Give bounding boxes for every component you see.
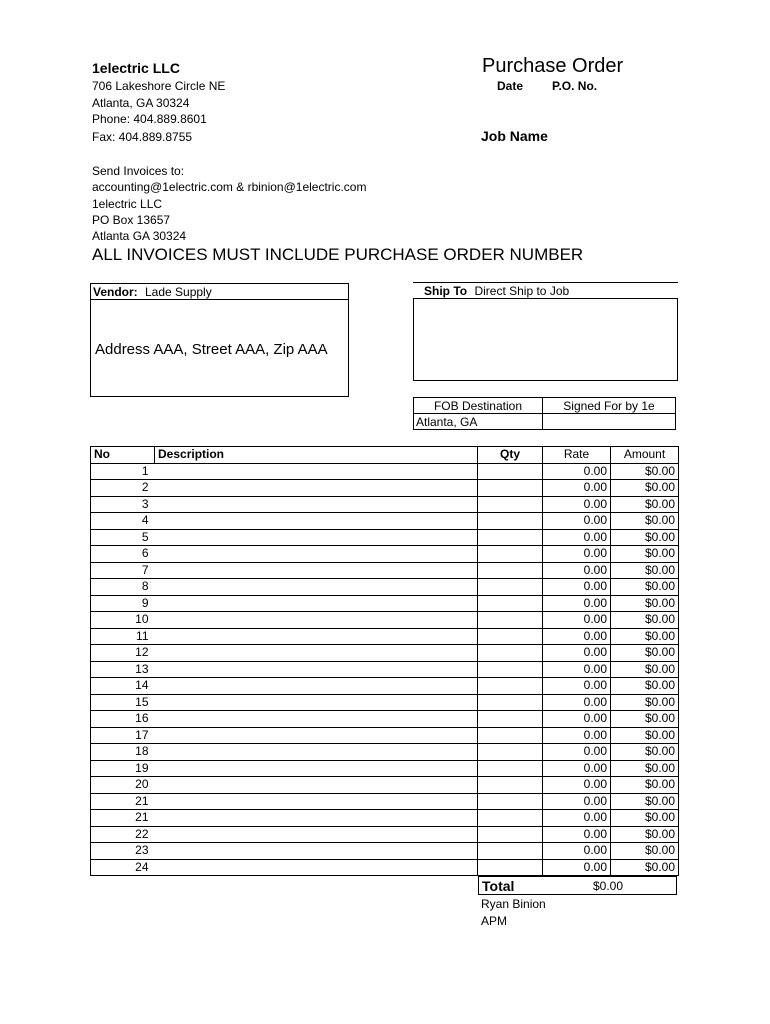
date-label: Date [497,79,524,93]
row-number: 18 [91,744,155,761]
row-qty [478,661,543,678]
row-rate: 0.00 [543,661,611,678]
invoices-emails: accounting@1electric.com & rbinion@1electric.com [92,180,367,194]
row-rate: 0.00 [543,694,611,711]
row-description [155,463,478,480]
row-rate: 0.00 [543,628,611,645]
row-description [155,694,478,711]
row-rate: 0.00 [543,760,611,777]
row-qty [478,480,543,497]
row-description [155,826,478,843]
invoices-name: 1electric LLC [92,197,163,211]
table-row [91,678,679,695]
invoices-city: Atlanta GA 30324 [92,229,187,243]
po-number-label: P.O. No. [552,79,598,93]
row-rate: 0.00 [543,513,611,530]
row-number: 2 [91,480,155,497]
signature-title: APM [481,914,508,928]
ship-to-top-line [413,282,678,283]
row-qty [478,628,543,645]
table-row [91,760,679,777]
row-rate: 0.00 [543,529,611,546]
row-qty [478,678,543,695]
row-number: 11 [91,628,155,645]
row-number: 9 [91,595,155,612]
invoices-po-box: PO Box 13657 [92,213,171,227]
table-row [91,546,679,563]
company-phone: Phone: 404.889.8601 [92,112,207,126]
table-row [91,711,679,728]
company-city: Atlanta, GA 30324 [92,96,190,110]
table-row [91,463,679,480]
signed-for-value-cell [542,413,676,430]
row-rate: 0.00 [543,810,611,827]
table-row [91,694,679,711]
row-number: 7 [91,562,155,579]
ship-to-value: Direct Ship to Job [474,284,570,298]
row-rate: 0.00 [543,843,611,860]
row-description [155,760,478,777]
row-amount: $0.00 [611,595,679,612]
table-row [91,513,679,530]
row-description [155,810,478,827]
row-number: 16 [91,711,155,728]
row-rate: 0.00 [543,859,611,876]
signed-for-label-cell [542,397,676,414]
vendor-name: Lade Supply [145,285,212,299]
row-amount: $0.00 [611,463,679,480]
row-rate: 0.00 [543,579,611,596]
row-qty [478,529,543,546]
row-amount: $0.00 [611,711,679,728]
row-amount: $0.00 [611,694,679,711]
fob-value-cell [413,413,543,430]
table-row [91,661,679,678]
table-row [91,645,679,662]
row-qty [478,727,543,744]
table-row [91,826,679,843]
row-qty [478,859,543,876]
row-description [155,711,478,728]
row-description [155,513,478,530]
row-description [155,562,478,579]
company-address: 706 Lakeshore Circle NE [92,79,226,93]
row-amount: $0.00 [611,678,679,695]
vendor-address-box [90,299,349,397]
invoices-label: Send Invoices to: [92,164,185,178]
column-header-qty: Qty [478,447,543,464]
row-qty [478,777,543,794]
row-rate: 0.00 [543,595,611,612]
row-number: 4 [91,513,155,530]
row-amount: $0.00 [611,661,679,678]
table-row [91,744,679,761]
row-qty [478,793,543,810]
row-qty [478,595,543,612]
row-amount: $0.00 [611,859,679,876]
row-number: 23 [91,843,155,860]
row-rate: 0.00 [543,793,611,810]
row-description [155,727,478,744]
row-amount: $0.00 [611,843,679,860]
row-amount: $0.00 [611,513,679,530]
row-rate: 0.00 [543,612,611,629]
row-number: 5 [91,529,155,546]
row-description [155,480,478,497]
row-rate: 0.00 [543,463,611,480]
vendor-address: Address AAA, Street AAA, Zip AAA [95,341,328,358]
row-number: 21 [91,793,155,810]
row-description [155,612,478,629]
row-rate: 0.00 [543,777,611,794]
ship-to-box [413,298,678,381]
row-qty [478,760,543,777]
row-qty [478,826,543,843]
row-amount: $0.00 [611,496,679,513]
row-qty [478,579,543,596]
row-number: 15 [91,694,155,711]
table-row [91,859,679,876]
table-row [91,628,679,645]
table-row [91,496,679,513]
row-description [155,843,478,860]
row-number: 22 [91,826,155,843]
row-amount: $0.00 [611,612,679,629]
row-qty [478,546,543,563]
row-qty [478,744,543,761]
fob-value: Atlanta, GA [416,414,478,429]
row-description [155,595,478,612]
line-items-table [90,446,679,876]
row-description [155,744,478,761]
total-label: Total [482,878,515,894]
row-description [155,529,478,546]
row-number: 19 [91,760,155,777]
row-rate: 0.00 [543,480,611,497]
row-number: 12 [91,645,155,662]
row-amount: $0.00 [611,826,679,843]
table-row [91,777,679,794]
row-amount: $0.00 [611,480,679,497]
table-row [91,843,679,860]
row-number: 17 [91,727,155,744]
row-number: 10 [91,612,155,629]
table-header-row [91,447,679,464]
row-rate: 0.00 [543,546,611,563]
row-qty [478,843,543,860]
row-number: 24 [91,859,155,876]
total-value: $0.00 [593,879,624,893]
row-number: 8 [91,579,155,596]
row-rate: 0.00 [543,727,611,744]
row-qty [478,496,543,513]
row-description [155,777,478,794]
row-description [155,661,478,678]
row-description [155,628,478,645]
row-number: 20 [91,777,155,794]
column-header-amount: Amount [611,447,679,464]
row-amount: $0.00 [611,744,679,761]
row-description [155,645,478,662]
row-description [155,859,478,876]
row-description [155,546,478,563]
signature-name: Ryan Binion [481,897,546,911]
row-rate: 0.00 [543,826,611,843]
column-header-no: No [91,447,155,464]
row-amount: $0.00 [611,628,679,645]
row-description [155,579,478,596]
fob-label-cell [413,397,543,414]
row-amount: $0.00 [611,579,679,596]
total-box [478,876,677,895]
row-qty [478,711,543,728]
row-number: 21 [91,810,155,827]
table-row [91,529,679,546]
row-qty [478,513,543,530]
row-amount: $0.00 [611,546,679,563]
row-number: 3 [91,496,155,513]
row-qty [478,694,543,711]
table-row [91,579,679,596]
row-number: 13 [91,661,155,678]
row-amount: $0.00 [611,727,679,744]
row-amount: $0.00 [611,645,679,662]
row-qty [478,562,543,579]
row-qty [478,463,543,480]
ship-to-heading [424,284,569,298]
row-amount: $0.00 [611,529,679,546]
table-row [91,810,679,827]
invoices-notice: ALL INVOICES MUST INCLUDE PURCHASE ORDER NUMBER [92,245,584,264]
vendor-header [90,283,349,300]
company-fax: Fax: 404.889.8755 [92,130,193,144]
row-description [155,678,478,695]
row-amount: $0.00 [611,793,679,810]
row-rate: 0.00 [543,678,611,695]
table-row [91,793,679,810]
job-name-label: Job Name [481,128,548,144]
row-qty [478,810,543,827]
column-header-description: Description [155,447,478,464]
vendor-label: Vendor: [93,285,138,299]
table-row [91,595,679,612]
row-number: 1 [91,463,155,480]
page-title: Purchase Order [482,55,624,77]
signed-for-label: Signed For by 1e [563,398,655,413]
table-row [91,562,679,579]
row-amount: $0.00 [611,777,679,794]
row-qty [478,612,543,629]
ship-to-label: Ship To [424,284,468,298]
row-description [155,793,478,810]
row-amount: $0.00 [611,810,679,827]
row-rate: 0.00 [543,562,611,579]
row-number: 14 [91,678,155,695]
row-rate: 0.00 [543,645,611,662]
row-amount: $0.00 [611,562,679,579]
row-rate: 0.00 [543,496,611,513]
company-name: 1electric LLC [92,60,180,76]
row-qty [478,645,543,662]
row-rate: 0.00 [543,744,611,761]
row-description [155,496,478,513]
table-row [91,612,679,629]
row-amount: $0.00 [611,760,679,777]
row-rate: 0.00 [543,711,611,728]
table-row [91,727,679,744]
table-row [91,480,679,497]
row-number: 6 [91,546,155,563]
column-header-rate: Rate [543,447,611,464]
fob-label: FOB Destination [433,398,523,413]
